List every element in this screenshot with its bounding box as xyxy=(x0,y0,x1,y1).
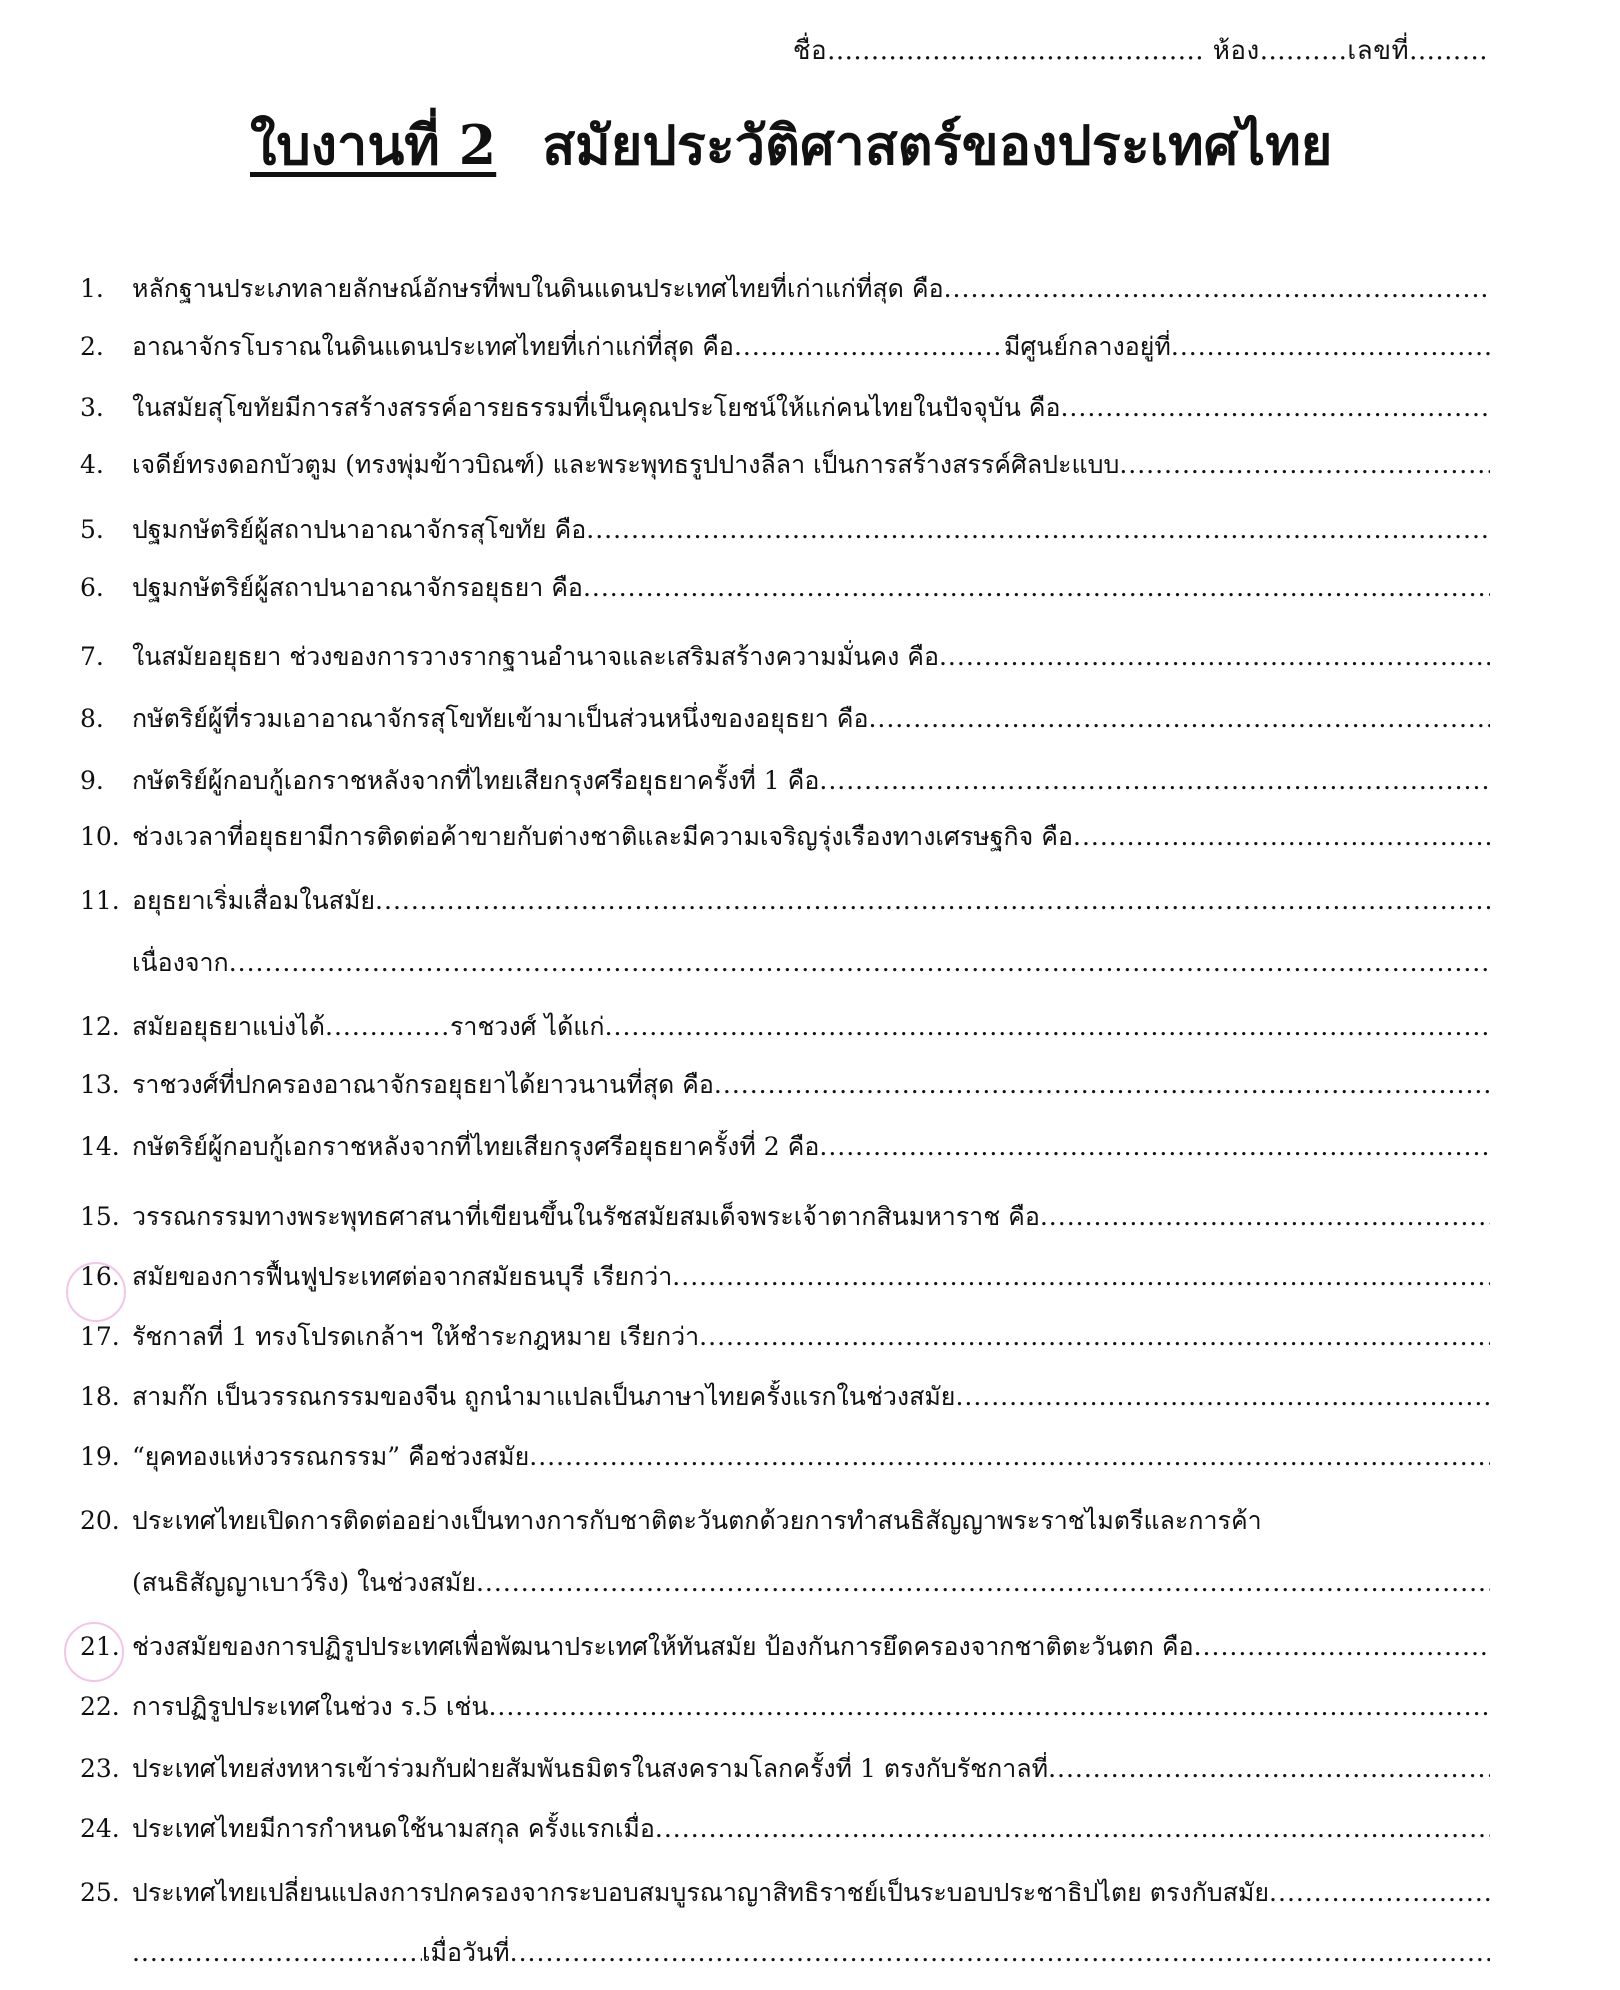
answer-blank xyxy=(476,1566,1490,1600)
question-text: อยุธยาเริ่มเสื่อมในสมัย xyxy=(132,886,376,915)
question-subline xyxy=(132,1936,1490,1970)
question-number: 1. xyxy=(80,274,104,303)
number-label: เลขที่ xyxy=(1347,36,1410,66)
question-number: 23. xyxy=(80,1754,120,1783)
question-item xyxy=(80,1876,1490,1910)
question-subtext: เมื่อวันที่ xyxy=(422,1938,510,1967)
question-item xyxy=(80,571,1490,605)
question-text: สมัยอยุธยาแบ่งได้ xyxy=(132,1012,325,1041)
question-number: 10. xyxy=(80,822,120,851)
question-text: ราชวงศ์ที่ปกครองอาณาจักรอยุธยาได้ยาวนานที่สุด คือ xyxy=(132,1070,714,1099)
answer-blank xyxy=(655,1812,1490,1846)
answer-blank xyxy=(1073,820,1490,854)
answer-blank xyxy=(672,1260,1490,1294)
answer-blank xyxy=(955,1380,1490,1414)
question-text: “ยุคทองแห่งวรรณกรรม” คือช่วงสมัย xyxy=(132,1442,530,1471)
question-item xyxy=(80,1068,1490,1102)
question-item xyxy=(80,884,1490,918)
question-number: 12. xyxy=(80,1012,120,1041)
question-number: 15. xyxy=(80,1202,120,1231)
question-number: 20. xyxy=(80,1506,120,1535)
question-number: 8. xyxy=(80,704,104,733)
question-text: การปฏิรูปประเทศในช่วง ร.5 เช่น xyxy=(132,1692,489,1721)
answer-blank xyxy=(1060,391,1490,425)
question-text: ปฐมกษัตริย์ผู้สถาปนาอาณาจักรอยุธยา คือ xyxy=(132,573,583,602)
question-text: ช่วงเวลาที่อยุธยามีการติดต่อค้าขายกับต่างชาติและมีความเจริญรุ่งเรืองทางเศรษฐกิจ คือ xyxy=(132,822,1073,851)
question-number: 2. xyxy=(80,332,104,361)
answer-blank xyxy=(488,1690,1490,1724)
question-item xyxy=(80,1130,1490,1164)
question-number: 5. xyxy=(80,515,104,544)
answer-blank xyxy=(583,571,1490,605)
question-item xyxy=(80,764,1490,798)
room-blank: .......... xyxy=(1259,36,1348,66)
question-number: 25. xyxy=(80,1878,120,1907)
question-item xyxy=(80,513,1490,547)
question-item xyxy=(80,1812,1490,1846)
question-subtext: (สนธิสัญญาเบาว์ริง) ในช่วงสมัย xyxy=(132,1568,476,1597)
question-text: รัชกาลที่ 1 ทรงโปรดเกล้าฯ ให้ชำระกฎหมาย เรียกว่า xyxy=(132,1322,700,1351)
question-number: 7. xyxy=(80,642,104,671)
question-subtext: เนื่องจาก xyxy=(132,948,229,977)
question-item xyxy=(80,1010,1490,1044)
answer-blank xyxy=(510,1936,1490,1970)
question-number: 14. xyxy=(80,1132,120,1161)
question-text: ประเทศไทยมีการกำหนดใช้นามสกุล ครั้งแรกเมื่อ xyxy=(132,1814,655,1843)
question-item xyxy=(80,640,1490,674)
question-item xyxy=(80,448,1490,482)
question-text: สมัยของการฟื้นฟูประเทศต่อจากสมัยธนบุรี เรียกว่า xyxy=(132,1262,673,1291)
question-subline xyxy=(132,946,1490,980)
question-item xyxy=(80,1630,1490,1664)
question-item xyxy=(80,820,1490,854)
question-text: ปฐมกษัตริย์ผู้สถาปนาอาณาจักรสุโขทัย คือ xyxy=(132,515,587,544)
question-text: หลักฐานประเภทลายลักษณ์อักษรที่พบในดินแดนประเทศไทยที่เก่าแก่ที่สุด คือ xyxy=(132,274,944,303)
question-item xyxy=(80,330,1490,364)
answer-blank xyxy=(819,1130,1490,1164)
answer-blank xyxy=(325,1010,450,1044)
answer-blank xyxy=(132,1936,422,1970)
question-number: 18. xyxy=(80,1382,120,1411)
answer-blank xyxy=(229,946,1490,980)
question-number: 19. xyxy=(80,1442,120,1471)
question-item xyxy=(80,391,1490,425)
question-item xyxy=(80,1380,1490,1414)
question-text: ประเทศไทยเปลี่ยนแปลงการปกครองจากระบอบสมบูรณาญาสิทธิราชย์เป็นระบอบประชาธิปไตย ตรงกับสมัย xyxy=(132,1878,1270,1907)
question-item xyxy=(80,1260,1490,1294)
question-text-continued: ราชวงศ์ ได้แก่ xyxy=(450,1012,605,1041)
answer-blank xyxy=(1269,1876,1490,1910)
question-text-continued: มีศูนย์กลางอยู่ที่ xyxy=(1003,332,1171,361)
question-text: ประเทศไทยส่งทหารเข้าร่วมกับฝ่ายสัมพันธมิตรในสงครามโลกครั้งที่ 1 ตรงกับรัชกาลที่ xyxy=(132,1754,1049,1783)
answer-blank xyxy=(1119,448,1490,482)
name-label: ชื่อ xyxy=(792,36,828,66)
question-number: 11. xyxy=(80,886,120,915)
question-number: 3. xyxy=(80,393,104,422)
question-text: ในสมัยอยุธยา ช่วงของการวางรากฐานอำนาจและเสริมสร้างความมั่นคง คือ xyxy=(132,642,939,671)
question-item xyxy=(80,1200,1490,1234)
worksheet-number: ใบงานที่ 2 xyxy=(250,113,497,177)
worksheet-subject: สมัยประวัติศาสตร์ของประเทศไทย xyxy=(542,113,1333,177)
answer-blank xyxy=(699,1320,1490,1354)
answer-blank xyxy=(1040,1200,1490,1234)
number-blank: ......... xyxy=(1409,36,1488,66)
question-text: วรรณกรรมทางพระพุทธศาสนาที่เขียนขึ้นในรัชสมัยสมเด็จพระเจ้าตากสินมหาราช คือ xyxy=(132,1202,1040,1231)
question-text: ในสมัยสุโขทัยมีการสร้างสรรค์อารยธรรมที่เป็นคุณประโยชน์ให้แก่คนไทยในปัจจุบัน คือ xyxy=(132,393,1061,422)
question-text: อาณาจักรโบราณในดินแดนประเทศไทยที่เก่าแก่ที่สุด คือ xyxy=(132,332,734,361)
question-subline xyxy=(132,1566,1490,1600)
answer-blank xyxy=(586,513,1490,547)
answer-blank xyxy=(1171,330,1490,364)
question-text: เจดีย์ทรงดอกบัวตูม (ทรงพุ่มข้าวบิณฑ์) และพระพุทธรูปปางลีลา เป็นการสร้างสรรค์ศิลปะแบบ xyxy=(132,450,1120,479)
question-number: 17. xyxy=(80,1322,120,1351)
name-blank: ........................................... xyxy=(827,36,1204,66)
question-number: 16. xyxy=(80,1262,120,1291)
question-number: 6. xyxy=(80,573,104,602)
answer-blank xyxy=(605,1010,1490,1044)
answer-blank xyxy=(1048,1752,1490,1786)
question-text: กษัตริย์ผู้กอบกู้เอกราชหลังจากที่ไทยเสียกรุงศรีอยุธยาครั้งที่ 1 คือ xyxy=(132,766,820,795)
question-item xyxy=(80,1440,1490,1474)
answer-blank xyxy=(1194,1630,1490,1664)
question-number: 21. xyxy=(80,1632,120,1661)
answer-blank xyxy=(529,1440,1490,1474)
question-number: 9. xyxy=(80,766,104,795)
answer-blank xyxy=(868,702,1490,736)
question-text: กษัตริย์ผู้กอบกู้เอกราชหลังจากที่ไทยเสียกรุงศรีอยุธยาครั้งที่ 2 คือ xyxy=(132,1132,820,1161)
question-number: 22. xyxy=(80,1692,120,1721)
question-text: ประเทศไทยเปิดการติดต่ออย่างเป็นทางการกับชาติตะวันตกด้วยการทำสนธิสัญญาพระราชไมตรีและการค้า xyxy=(132,1506,1262,1535)
question-item xyxy=(80,702,1490,736)
answer-blank xyxy=(734,330,1004,364)
answer-blank xyxy=(375,884,1490,918)
question-item xyxy=(80,1320,1490,1354)
question-number: 13. xyxy=(80,1070,120,1099)
question-item xyxy=(80,1752,1490,1786)
question-number: 4. xyxy=(80,450,104,479)
room-label: ห้อง xyxy=(1212,36,1260,66)
question-text: สามก๊ก เป็นวรรณกรรมของจีน ถูกนำมาแปลเป็นภาษาไทยครั้งแรกในช่วงสมัย xyxy=(132,1382,956,1411)
question-text: กษัตริย์ผู้ที่รวมเอาอาณาจักรสุโขทัยเข้ามาเป็นส่วนหนึ่งของอยุธยา คือ xyxy=(132,704,869,733)
question-item xyxy=(80,1690,1490,1724)
question-item xyxy=(80,272,1490,306)
question-text: ช่วงสมัยของการปฏิรูปประเทศเพื่อพัฒนาประเทศให้ทันสมัย ป้องกันการยึดครองจากชาติตะวันตก คือ xyxy=(132,1632,1194,1661)
question-item xyxy=(80,1504,1490,1538)
answer-blank xyxy=(819,764,1490,798)
answer-blank xyxy=(714,1068,1490,1102)
question-number: 24. xyxy=(80,1814,120,1843)
answer-blank xyxy=(944,272,1490,306)
answer-blank xyxy=(939,640,1490,674)
